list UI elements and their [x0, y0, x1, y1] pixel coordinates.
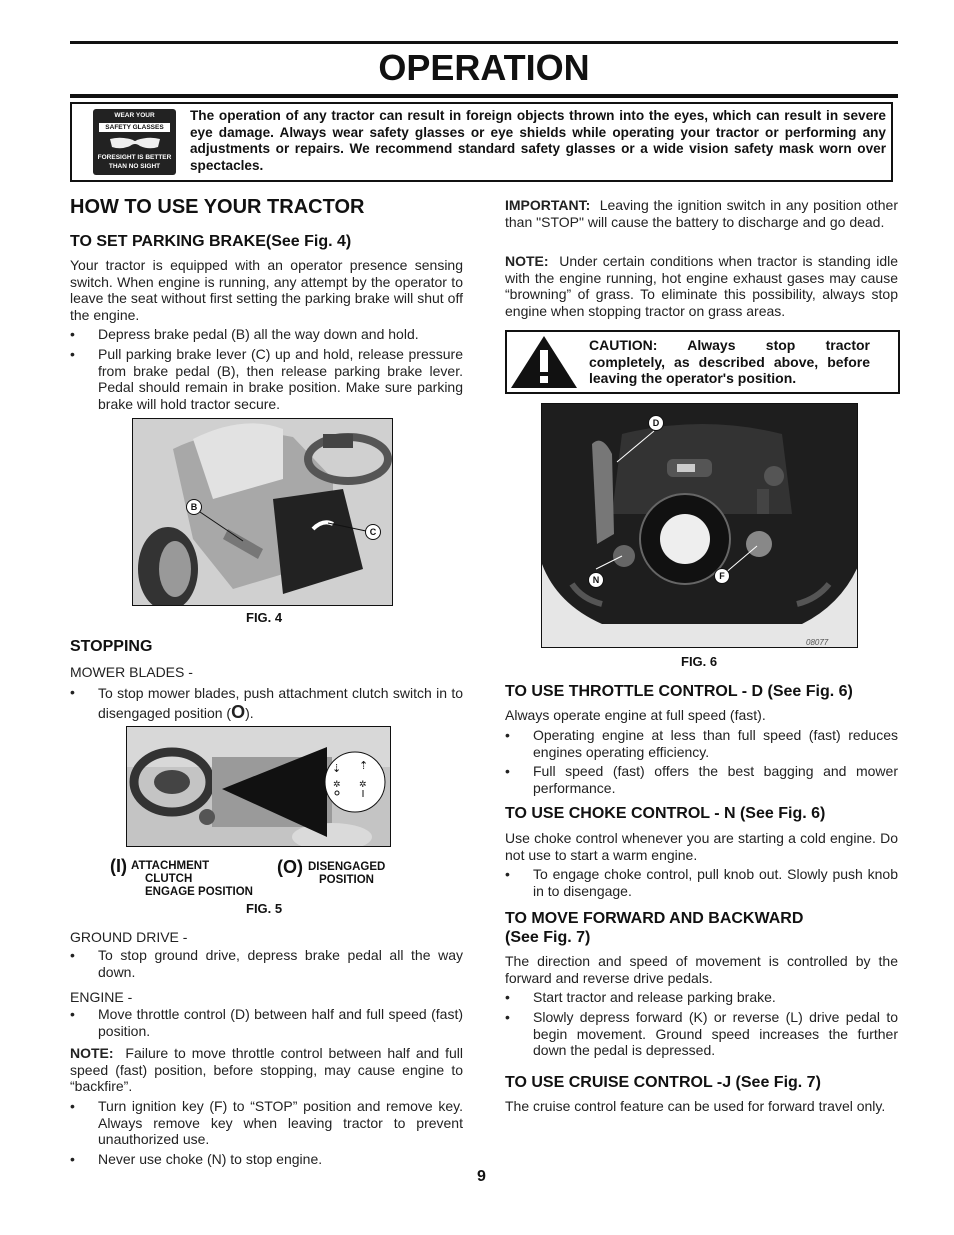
- icon-line: WEAR YOUR: [114, 112, 155, 119]
- forward-intro: The direction and speed of movement is controlled by the forward and reverse drive pedals.: [505, 953, 898, 986]
- list-item: • Depress brake pedal (B) all the way down and hold.: [70, 326, 463, 343]
- engage-label-2: CLUTCH: [145, 873, 193, 885]
- icon-line: SAFETY GLASSES: [99, 123, 170, 132]
- bullet-text: To stop mower blades, push attachment clutch switch in to disengaged position (O).: [98, 685, 463, 722]
- fig4-tag-c: C: [365, 524, 381, 540]
- cruise-intro: The cruise control feature can be used for forward travel only.: [505, 1098, 886, 1114]
- figure-5-image: [126, 726, 391, 847]
- list-item: • Slowly depress forward (K) or reverse (L) drive pedal to begin movement. Ground speed increases the further down the pedal is depressed.: [505, 1009, 898, 1058]
- list-item: • Turn ignition key (F) to “STOP” position and remove key. Always remove key when leaving tractor to prevent unauthorized use.: [70, 1098, 463, 1147]
- glasses-icon: [107, 135, 163, 151]
- bullet-text: Never use choke (N) to stop engine.: [98, 1151, 323, 1167]
- engine-label: ENGINE -: [70, 989, 133, 1005]
- engage-label-1: ATTACHMENT: [131, 860, 210, 872]
- fig6-tag-n: N: [588, 572, 604, 588]
- bullet-text: Full speed (fast) offers the best bagging and mower performance.: [533, 763, 898, 796]
- svg-text:✲: ✲: [333, 779, 341, 789]
- fig6-caption: FIG. 6: [681, 654, 718, 669]
- stopping-note: NOTE: Failure to move throttle control between half and full speed (fast) position, before stopping, may cause engine to “backfire”.: [70, 1045, 464, 1094]
- svg-text:✲: ✲: [359, 779, 367, 789]
- list-item: • Pull parking brake lever (C) up and hold, release pressure from brake pedal (B), then release parking brake lever. Pedal should remain in brake position. Make sure parking brake will hold tractor secure.: [70, 346, 463, 412]
- tractor-illustration: [133, 419, 393, 606]
- heading-choke: TO USE CHOKE CONTROL - N (See Fig. 6): [505, 805, 826, 822]
- engage-symbol: (I): [110, 856, 128, 876]
- safety-glasses-icon: [93, 109, 176, 175]
- figure-4-image: [132, 418, 393, 606]
- heading-cruise: TO USE CRUISE CONTROL -J (See Fig. 7): [505, 1074, 821, 1091]
- fig4-caption: FIG. 4: [246, 610, 283, 625]
- title-rule-bottom: [70, 94, 898, 98]
- title-rule-top: [70, 41, 898, 44]
- ground-drive-label: GROUND DRIVE -: [70, 929, 188, 945]
- icon-line: FORESIGHT IS BETTER: [97, 154, 172, 161]
- mower-blades-label: MOWER BLADES -: [70, 664, 193, 680]
- heading-throttle: TO USE THROTTLE CONTROL - D (See Fig. 6): [505, 683, 853, 700]
- fig6-tag-f: F: [714, 568, 730, 584]
- fig6-tag-d: D: [648, 415, 664, 431]
- page-number: 9: [477, 1168, 486, 1185]
- caution-icon: [509, 334, 579, 390]
- list-item: • Start tractor and release parking brake.: [505, 989, 898, 1006]
- bullet-text: Depress brake pedal (B) all the way down and hold.: [98, 326, 419, 342]
- heading-parking-brake: TO SET PARKING BRAKE(See Fig. 4): [70, 233, 352, 250]
- icon-line: THAN NO SIGHT: [108, 163, 161, 170]
- section-heading-how-to-use: HOW TO USE YOUR TRACTOR: [70, 196, 365, 218]
- bullet-text: Slowly depress forward (K) or reverse (L) drive pedal to begin movement. Ground speed increases the further down the pedal is depressed.: [533, 1009, 898, 1058]
- caution-text: CAUTION: Always stop tractor completely, as described above, before leaving the operator's position.: [589, 337, 870, 386]
- fig5-caption: FIG. 5: [246, 901, 283, 916]
- fig6-code: 08077: [806, 638, 829, 647]
- choke-intro: Use choke control whenever you are starting a cold engine. Do not use to start a warm engine.: [505, 830, 898, 863]
- bullet-text: To stop ground drive, depress brake pedal all the way down.: [98, 947, 463, 980]
- figure-6-image: [541, 403, 858, 648]
- list-item: • To engage choke control, pull knob out. Slowly push knob in to disengage.: [505, 866, 898, 899]
- list-item: • Operating engine at less than full speed (fast) reduces engines operating efficiency.: [505, 727, 898, 760]
- throttle-intro: Always operate engine at full speed (fast).: [505, 707, 766, 723]
- fig4-tag-b: B: [186, 499, 202, 515]
- disengage-label-1: DISENGAGED: [308, 861, 386, 873]
- svg-text:⇡: ⇡: [359, 760, 369, 772]
- heading-forward-backward-1: TO MOVE FORWARD AND BACKWARD: [505, 910, 804, 927]
- note-paragraph: NOTE: Under certain conditions when tractor is standing idle with the engine running, hot engine exhaust gases may cause “browning” of grass. To eliminate this possibility, always stop engine when stopping tractor on grass areas.: [505, 253, 899, 319]
- page-title: OPERATION: [378, 47, 590, 88]
- bullet-text: Operating engine at less than full speed (fast) reduces engines operating efficiency.: [533, 727, 898, 760]
- control-panel-illustration: [542, 404, 858, 648]
- parking-intro: Your tractor is equipped with an operator presence sensing switch. When engine is running, any attempt by the operator to leave the seat without first setting the parking brake will shut off the engine.: [70, 257, 463, 323]
- heading-forward-backward-2: (See Fig. 7): [505, 929, 591, 946]
- svg-text:⇣: ⇣: [332, 763, 342, 775]
- bullet-text: Turn ignition key (F) to “STOP” position and remove key. Always remove key when leaving tractor to prevent unauthorized use.: [98, 1098, 463, 1147]
- list-item: • To stop ground drive, depress brake pedal all the way down.: [70, 947, 463, 980]
- list-item: • To stop mower blades, push attachment clutch switch in to disengaged position (O).: [70, 684, 463, 722]
- bullet-text: To engage choke control, pull knob out. Slowly push knob in to disengage.: [533, 866, 898, 899]
- important-paragraph: IMPORTANT: Leaving the ignition switch in any position other than "STOP" will cause the battery to discharge and go dead.: [505, 197, 898, 230]
- engage-label-3: ENGAGE POSITION: [145, 886, 253, 898]
- bullet-text: Start tractor and release parking brake.: [533, 989, 776, 1005]
- heading-stopping: STOPPING: [70, 638, 153, 655]
- dashboard-illustration: [127, 727, 391, 847]
- list-item: • Never use choke (N) to stop engine.: [70, 1151, 463, 1168]
- bullet-text: Pull parking brake lever (C) up and hold, release pressure from brake pedal (B), then release parking brake lever. Pedal should remain in brake position. Make sure parking brake will hold tractor secure.: [98, 346, 463, 412]
- bullet-text: Move throttle control (D) between half and full speed (fast) position.: [98, 1006, 463, 1039]
- list-item: • Move throttle control (D) between half and full speed (fast) position.: [70, 1006, 463, 1039]
- disengage-label-2: POSITION: [319, 874, 374, 886]
- list-item: • Full speed (fast) offers the best bagging and mower performance.: [505, 763, 898, 796]
- disengage-symbol: (O): [277, 857, 304, 877]
- safety-warning-text: The operation of any tractor can result in foreign objects thrown into the eyes, which can result in severe eye damage. Always wear safety glasses or eye shields while operating your tractor or performing any adjustments or repairs. We recommend standard safety glasses or a wide vision safety mask worn over spectacles.: [190, 108, 886, 173]
